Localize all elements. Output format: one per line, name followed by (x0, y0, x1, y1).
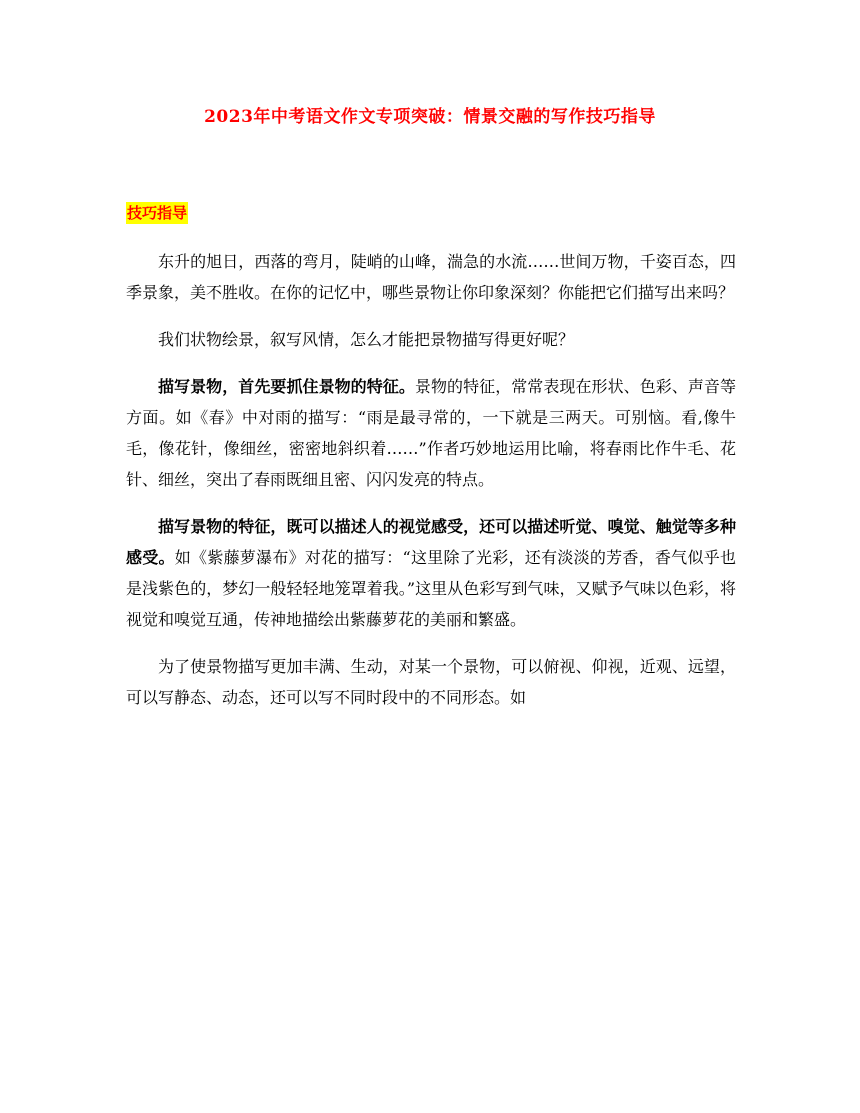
paragraph-1 (126, 246, 736, 308)
document-body (126, 246, 736, 729)
paragraph-1-text: 东升的旭日，西落的弯月，陡峭的山峰，湍急的水流……世间万物，千姿百态，四季景象，美不胜收。在你的记忆中，哪些景物让你印象深刻？你能把它们描写出来吗？ (126, 252, 736, 302)
paragraph-3-text: 景物的特征，常常表现在形状、色彩、声音等方面。如《春》中对雨的描写：“雨是最寻常的，一下就是三两天。可别恼。看,像牛毛，像花针，像细丝，密密地斜织着……”作者巧妙地运用比喻，将春雨比作牛毛、花针、细丝，突出了春雨既细且密、闪闪发亮的特点。 (126, 377, 736, 489)
paragraph-4-lead: 描写景物的特征，既可以描述人的视觉感受，还可以描述听觉、嗅觉、触觉等多种感受。 (126, 517, 736, 567)
paragraph-4-text: 如《紫藤萝瀑布》对花的描写：“这里除了光彩，还有淡淡的芳香，香气似乎也是浅紫色的，梦幻一般轻轻地笼罩着我。”这里从色彩写到气味，又赋予气味以色彩，将视觉和嗅觉互通，传神地描绘出紫藤萝花的美丽和繁盛。 (126, 548, 736, 629)
paragraph-3-lead: 描写景物，首先要抓住景物的特征。 (158, 377, 415, 396)
paragraph-5-text: 为了使景物描写更加丰满、生动，对某一个景物，可以俯视、仰视，近观、远望，可以写静态、动态，还可以写不同时段中的不同形态。如 (126, 657, 736, 707)
paragraph-2-text: 我们状物绘景，叙写风情，怎么才能把景物描写得更好呢？ (158, 330, 575, 349)
paragraph-3 (126, 371, 736, 495)
document-title: 2023年中考语文作文专项突破：情景交融的写作技巧指导 (204, 107, 656, 127)
paragraph-2 (126, 324, 736, 355)
paragraph-4 (126, 511, 736, 635)
paragraph-5 (126, 651, 736, 713)
section-heading: 技巧指导 (127, 204, 188, 222)
